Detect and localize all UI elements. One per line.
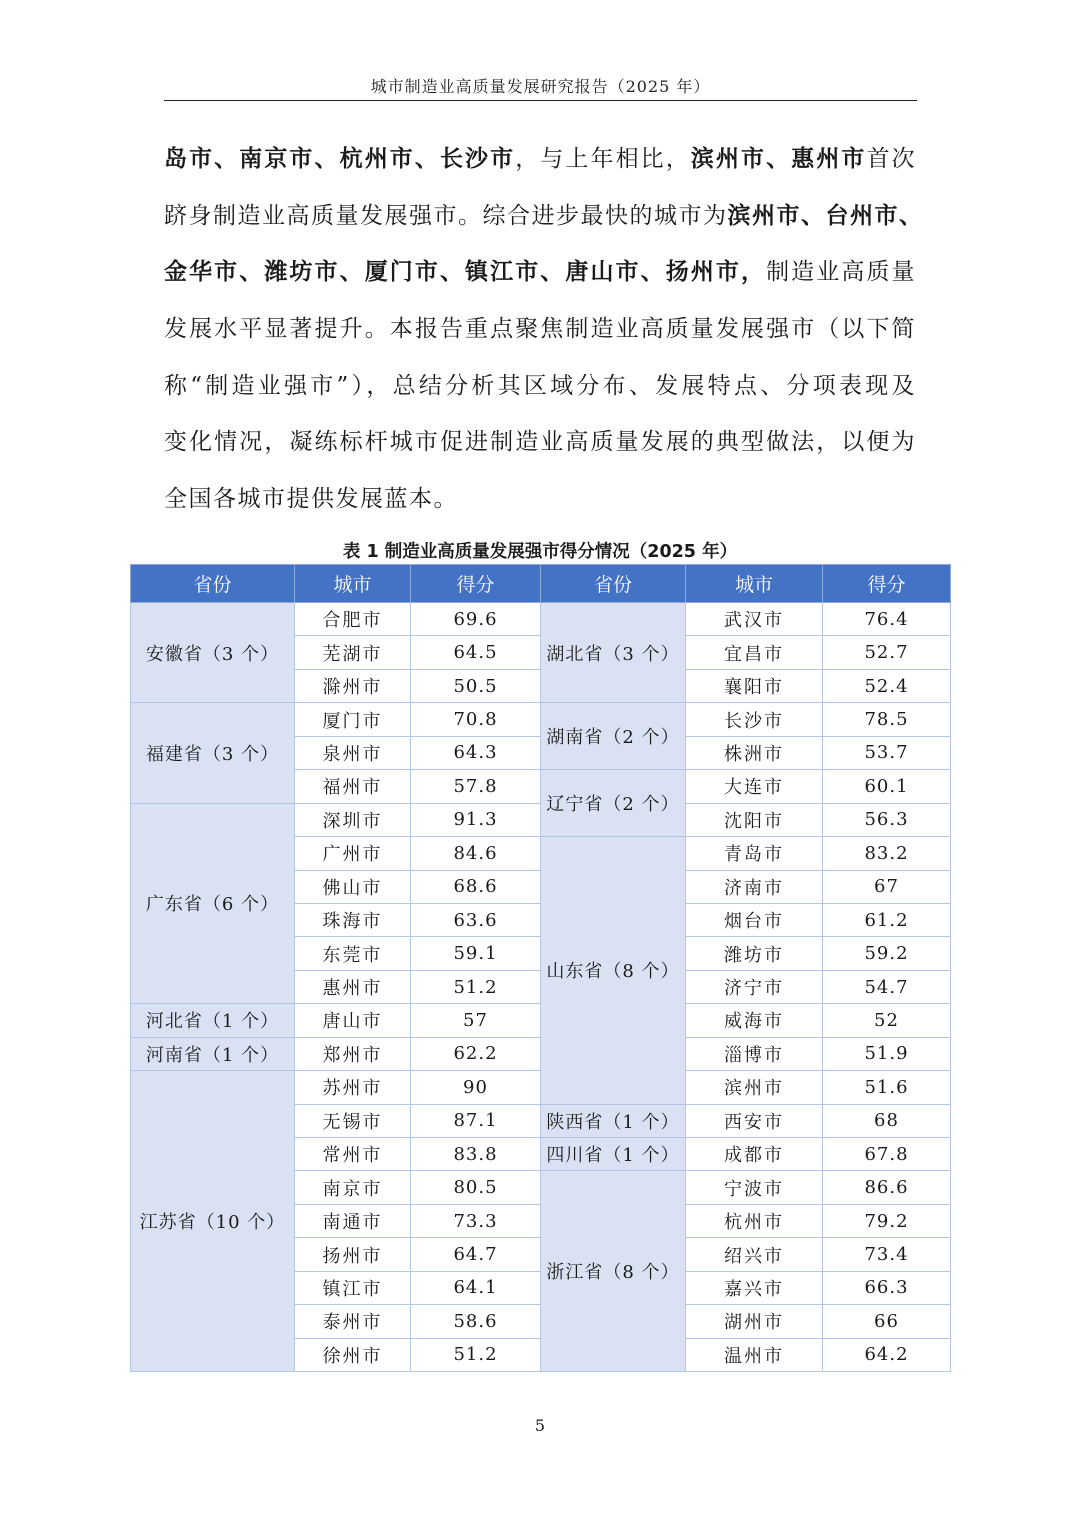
- city-cell: 合肥市: [295, 603, 411, 636]
- city-cell: 厦门市: [295, 703, 411, 736]
- score-cell: 76.4: [823, 603, 951, 636]
- table-body: [131, 603, 951, 1372]
- city-cell: 苏州市: [295, 1071, 411, 1104]
- city-cell: 郑州市: [295, 1037, 411, 1070]
- score-cell: 59.2: [823, 937, 951, 970]
- score-cell: 58.6: [411, 1305, 541, 1338]
- city-cell: 沈阳市: [686, 803, 823, 836]
- score-cell: 90: [411, 1071, 541, 1104]
- score-cell: 57: [411, 1004, 541, 1037]
- city-cell: 泉州市: [295, 736, 411, 769]
- text-run: ，与上年相比，: [515, 146, 691, 172]
- city-cell: 无锡市: [295, 1104, 411, 1137]
- city-cell: 成都市: [686, 1138, 823, 1171]
- city-cell: 常州市: [295, 1138, 411, 1171]
- column-header-score: 得分: [823, 565, 951, 603]
- paragraph-line: 发展水平显著提升。本报告重点聚焦制造业高质量发展强市（以下简: [164, 316, 916, 343]
- score-cell: 60.1: [823, 770, 951, 803]
- province-cell: 江苏省（10 个）: [131, 1071, 295, 1372]
- score-cell: 52.7: [823, 636, 951, 669]
- city-cell: 绍兴市: [686, 1238, 823, 1271]
- city-cell: 武汉市: [686, 603, 823, 636]
- score-cell: 69.6: [411, 603, 541, 636]
- score-cell: 64.7: [411, 1238, 541, 1271]
- score-cell: 51.2: [411, 970, 541, 1003]
- score-cell: 91.3: [411, 803, 541, 836]
- table-header-row: [131, 565, 951, 603]
- page-number: 5: [534, 1416, 546, 1435]
- city-cell: 嘉兴市: [686, 1271, 823, 1304]
- score-cell: 59.1: [411, 937, 541, 970]
- text-run: 跻身制造业高质量发展强市。综合进步最快的城市为: [164, 202, 728, 229]
- city-cell: 长沙市: [686, 703, 823, 736]
- table-row: [131, 703, 951, 736]
- score-cell: 68: [823, 1104, 951, 1137]
- city-cell: 温州市: [686, 1338, 823, 1371]
- city-cell: 宁波市: [686, 1171, 823, 1204]
- bold-city-list: 滨州市、惠州市: [690, 146, 867, 172]
- city-cell: 镇江市: [295, 1271, 411, 1304]
- text-run: 制造业高质量: [766, 259, 917, 286]
- running-header: 城市制造业高质量发展研究报告（2025 年）: [370, 77, 711, 96]
- city-cell: 扬州市: [295, 1238, 411, 1271]
- city-cell: 南京市: [295, 1171, 411, 1204]
- score-table: [130, 564, 951, 1372]
- city-cell: 株洲市: [686, 736, 823, 769]
- city-cell: 芜湖市: [295, 636, 411, 669]
- paragraph-line: [164, 188, 924, 245]
- city-cell: 宜昌市: [686, 636, 823, 669]
- column-header-city: 城市: [686, 565, 823, 603]
- city-cell: 潍坊市: [686, 937, 823, 970]
- score-cell: 64.3: [411, 736, 541, 769]
- province-cell: 广东省（6 个）: [131, 803, 295, 1004]
- score-cell: 73.4: [823, 1238, 951, 1271]
- score-cell: 83.2: [823, 837, 951, 870]
- score-cell: 80.5: [411, 1171, 541, 1204]
- city-cell: 烟台市: [686, 903, 823, 936]
- city-cell: 福州市: [295, 770, 411, 803]
- column-header-province: 省份: [541, 565, 686, 603]
- score-cell: 51.2: [411, 1338, 541, 1371]
- city-cell: 威海市: [686, 1004, 823, 1037]
- score-cell: 87.1: [411, 1104, 541, 1137]
- city-cell: 济南市: [686, 870, 823, 903]
- score-cell: 64.5: [411, 636, 541, 669]
- city-cell: 深圳市: [295, 803, 411, 836]
- city-cell: 济宁市: [686, 970, 823, 1003]
- score-cell: 66.3: [823, 1271, 951, 1304]
- city-cell: 广州市: [295, 837, 411, 870]
- city-cell: 珠海市: [295, 903, 411, 936]
- province-cell: 山东省（8 个）: [541, 837, 686, 1105]
- score-cell: 67.8: [823, 1138, 951, 1171]
- province-cell: 河南省（1 个）: [131, 1037, 295, 1070]
- score-cell: 52: [823, 1004, 951, 1037]
- paragraph-line: 全国各城市提供发展蓝本。: [164, 486, 458, 513]
- score-cell: 67: [823, 870, 951, 903]
- province-cell: 河北省（1 个）: [131, 1004, 295, 1037]
- bold-city-list: 金华市、潍坊市、厦门市、镇江市、唐山市、扬州市，: [164, 259, 767, 286]
- province-cell: 湖南省（2 个）: [541, 703, 686, 770]
- province-cell: 陕西省（1 个）: [541, 1104, 686, 1137]
- score-cell: 54.7: [823, 970, 951, 1003]
- score-cell: 78.5: [823, 703, 951, 736]
- bold-city-list: 滨州市、台州市、: [727, 202, 924, 229]
- text-run: 首次: [866, 146, 917, 172]
- city-cell: 泰州市: [295, 1305, 411, 1338]
- score-cell: 66: [823, 1305, 951, 1338]
- score-cell: 51.6: [823, 1071, 951, 1104]
- city-cell: 佛山市: [295, 870, 411, 903]
- score-cell: 68.6: [411, 870, 541, 903]
- score-cell: 51.9: [823, 1037, 951, 1070]
- score-cell: 52.4: [823, 669, 951, 702]
- province-cell: 湖北省（3 个）: [541, 603, 686, 703]
- city-cell: 东莞市: [295, 937, 411, 970]
- province-cell: 福建省（3 个）: [131, 703, 295, 803]
- table-caption: 表 1 制造业高质量发展强市得分情况（2025 年）: [342, 542, 738, 562]
- bold-city-list: 岛市、南京市、杭州市、长沙市: [164, 146, 516, 172]
- city-cell: 滨州市: [686, 1071, 823, 1104]
- city-cell: 南通市: [295, 1204, 411, 1237]
- province-cell: 四川省（1 个）: [541, 1138, 686, 1171]
- score-cell: 64.1: [411, 1271, 541, 1304]
- province-cell: 浙江省（8 个）: [541, 1171, 686, 1372]
- body-paragraph: [164, 131, 924, 528]
- score-cell: 83.8: [411, 1138, 541, 1171]
- score-cell: 84.6: [411, 837, 541, 870]
- city-cell: 淄博市: [686, 1037, 823, 1070]
- city-cell: 大连市: [686, 770, 823, 803]
- paragraph-line: [164, 131, 916, 188]
- paragraph-line: 变化情况，凝练标杆城市促进制造业高质量发展的典型做法，以便为: [164, 429, 916, 456]
- city-cell: 襄阳市: [686, 669, 823, 702]
- score-cell: 50.5: [411, 669, 541, 702]
- city-cell: 西安市: [686, 1104, 823, 1137]
- score-cell: 53.7: [823, 736, 951, 769]
- paragraph-line: 称“制造业强市”），总结分析其区域分布、发展特点、分项表现及: [164, 372, 916, 399]
- city-cell: 杭州市: [686, 1204, 823, 1237]
- score-cell: 86.6: [823, 1171, 951, 1204]
- column-header-city: 城市: [295, 565, 411, 603]
- city-cell: 湖州市: [686, 1305, 823, 1338]
- score-cell: 70.8: [411, 703, 541, 736]
- table-row: [131, 603, 951, 636]
- city-cell: 惠州市: [295, 970, 411, 1003]
- city-cell: 徐州市: [295, 1338, 411, 1371]
- province-cell: 辽宁省（2 个）: [541, 770, 686, 837]
- column-header-province: 省份: [131, 565, 295, 603]
- column-header-score: 得分: [411, 565, 541, 603]
- score-cell: 56.3: [823, 803, 951, 836]
- score-cell: 63.6: [411, 903, 541, 936]
- city-cell: 青岛市: [686, 837, 823, 870]
- city-cell: 滁州市: [295, 669, 411, 702]
- header-rule: [164, 100, 917, 101]
- score-cell: 62.2: [411, 1037, 541, 1070]
- score-cell: 79.2: [823, 1204, 951, 1237]
- city-cell: 唐山市: [295, 1004, 411, 1037]
- score-cell: 61.2: [823, 903, 951, 936]
- paragraph-line: [164, 244, 916, 301]
- score-cell: 64.2: [823, 1338, 951, 1371]
- province-cell: 安徽省（3 个）: [131, 603, 295, 703]
- score-cell: 57.8: [411, 770, 541, 803]
- score-cell: 73.3: [411, 1204, 541, 1237]
